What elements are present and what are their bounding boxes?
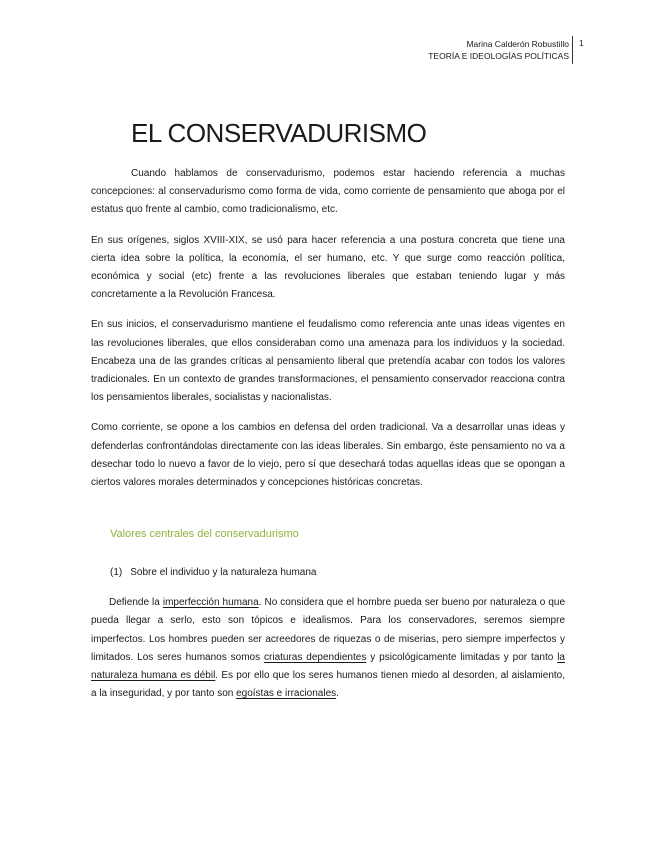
document-body [91, 165, 565, 715]
subsection-heading [110, 567, 565, 578]
underlined-term: egoístas e irracionales [236, 688, 337, 700]
subsection-title: Sobre el individuo y la naturaleza humana [130, 567, 317, 579]
paragraph-beginnings: En sus inicios, el conservadurismo mantiene el feudalismo como referencia ante unas ideas vigentes en las revoluciones liberales, que ellos consideraban como una amenaza para los individuos y la sociedad. Encabeza una de las grandes críticas al pensamiento liberal que pretendía acabar con todos los valores tradicionales. En un contexto de grandes transformaciones, el pensamiento conservador reacciona contra los pensamientos liberales, socialistas y nacionalistas. [91, 319, 565, 404]
text-run: . No considera que el hombre pueda ser bueno por naturaleza o que pueda llegar a serlo, esto son tópicos e idealismos. Para los conservadores, seremos siempre imperfectos. Los hombres pueden ser acreedores de riquezas o de miserias, pero siempre imperfectos y limitados. Los seres humanos somos [91, 597, 566, 663]
paragraph-current: Como corriente, se opone a los cambios en defensa del orden tradicional. Va a desarrollar unas ideas y defenderlas confrontándolas directamente con las ideas liberales. Sin embargo, éste pensamiento no va a desechar todo lo nuevo a favor de lo viejo, pero sí que desechará todas aquellas ideas que se opongan a ciertos valores morales determinados y concepciones históricas concretas. [91, 422, 565, 489]
subsection-number: (1) [110, 567, 123, 579]
text-run: . [336, 688, 339, 700]
paragraph-human-nature [91, 594, 565, 703]
header-divider [572, 36, 573, 64]
text-run: y psicológicamente limitadas y por tanto [366, 651, 558, 663]
document-title: EL CONSERVADURISMO [131, 118, 427, 148]
page-number: 1 [579, 38, 584, 48]
header-author: Marina Calderón Robustillo [466, 39, 569, 49]
section-heading: Valores centrales del conservadurismo [110, 528, 299, 541]
page-header [428, 38, 569, 62]
header-course: TEORÍA E IDEOLOGÍAS POLÍTICAS [428, 51, 569, 61]
text-run: . Es por ello que los seres humanos tienen miedo al desorden, al aislamiento, a la inseguridad, y por tanto son [91, 670, 565, 700]
underlined-term: criaturas dependientes [264, 651, 367, 663]
text-run: Defiende la [109, 597, 163, 609]
underlined-term: la naturaleza humana es débil [91, 651, 565, 682]
paragraph-origins: En sus orígenes, siglos XVIII-XIX, se usó para hacer referencia a una postura concreta que tiene una cierta idea sobre la política, la economía, el ser humano, etc. Y que surge como reacción política, económica y social (etc) frente a las revoluciones liberales que estaban teniendo lugar y más concretamente a la Revolución Francesa. [91, 234, 565, 301]
underlined-term: imperfección humana [162, 597, 259, 609]
paragraph-intro: Cuando hablamos de conservadurismo, podemos estar haciendo referencia a muchas concepciones: al conservadurismo como forma de vida, como corriente de pensamiento que aboga por el estatus quo frente al cambio, como tradicionalismo, etc. [91, 168, 565, 216]
